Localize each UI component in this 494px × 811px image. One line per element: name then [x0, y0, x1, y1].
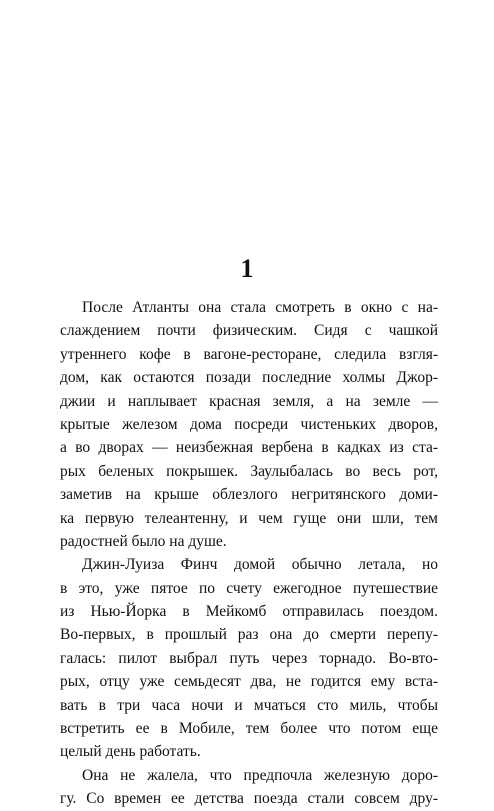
text-line: слаждением почти физическим. Сидя с чашкой: [60, 322, 438, 340]
text-line: Она не жалела, что предпочла железную доро-: [82, 766, 438, 784]
text-line: Во-первых, в прошлый раз она до смерти перепу-: [60, 626, 438, 644]
text-line: крытые железом дома посреди чистеньких дворов,: [60, 415, 438, 433]
body-text: [60, 296, 438, 811]
text-line: ка первую телеантенну, и чем гуще они шли, тем: [60, 509, 438, 527]
text-line: джии и наплывает красная земля, а на земле —: [60, 392, 438, 410]
text-line: рых беленых покрышек. Заулыбалась во весь рот,: [60, 462, 438, 480]
text-line: рых, отцу уже семьдесят два, не годится ему вста-: [60, 673, 438, 691]
text-line: заметив на крыше облезлого негритянского доми-: [60, 486, 438, 504]
text-line: гу. Со времен ее детства поезда стали совсем дру-: [60, 790, 438, 808]
paragraph-3: [60, 764, 438, 811]
text-line: из Нью-Йорка в Мейкомб отправилась поездом.: [60, 603, 438, 621]
chapter-number: 1: [240, 254, 254, 283]
text-line: После Атланты она стала смотреть в окно с на-: [82, 299, 438, 316]
paragraph-1: [60, 296, 438, 553]
text-line: Джин-Луиза Финч домой обычно летала, но: [82, 556, 438, 574]
text-line: радостней было на душе.: [60, 532, 227, 550]
text-line: встретить ее в Мобиле, тем более что потом еще: [60, 720, 438, 738]
text-line: в это, уже пятое по счету ежегодное путешествие: [60, 579, 438, 597]
text-line: галась: пилот выбрал путь через торнадо. Во-вто-: [60, 649, 438, 667]
text-line: целый день работать.: [60, 743, 201, 761]
text-line: утреннего кофе в вагоне-ресторане, следила взгля-: [60, 345, 438, 363]
text-line: вать в три часа ночи и мчаться сто миль, чтобы: [60, 696, 438, 714]
paragraph-2: [60, 553, 438, 764]
text-line: дом, как остаются позади последние холмы Джор-: [60, 369, 438, 387]
text-line: а во дворах — неизбежная вербена в кадках из ста-: [60, 439, 438, 457]
